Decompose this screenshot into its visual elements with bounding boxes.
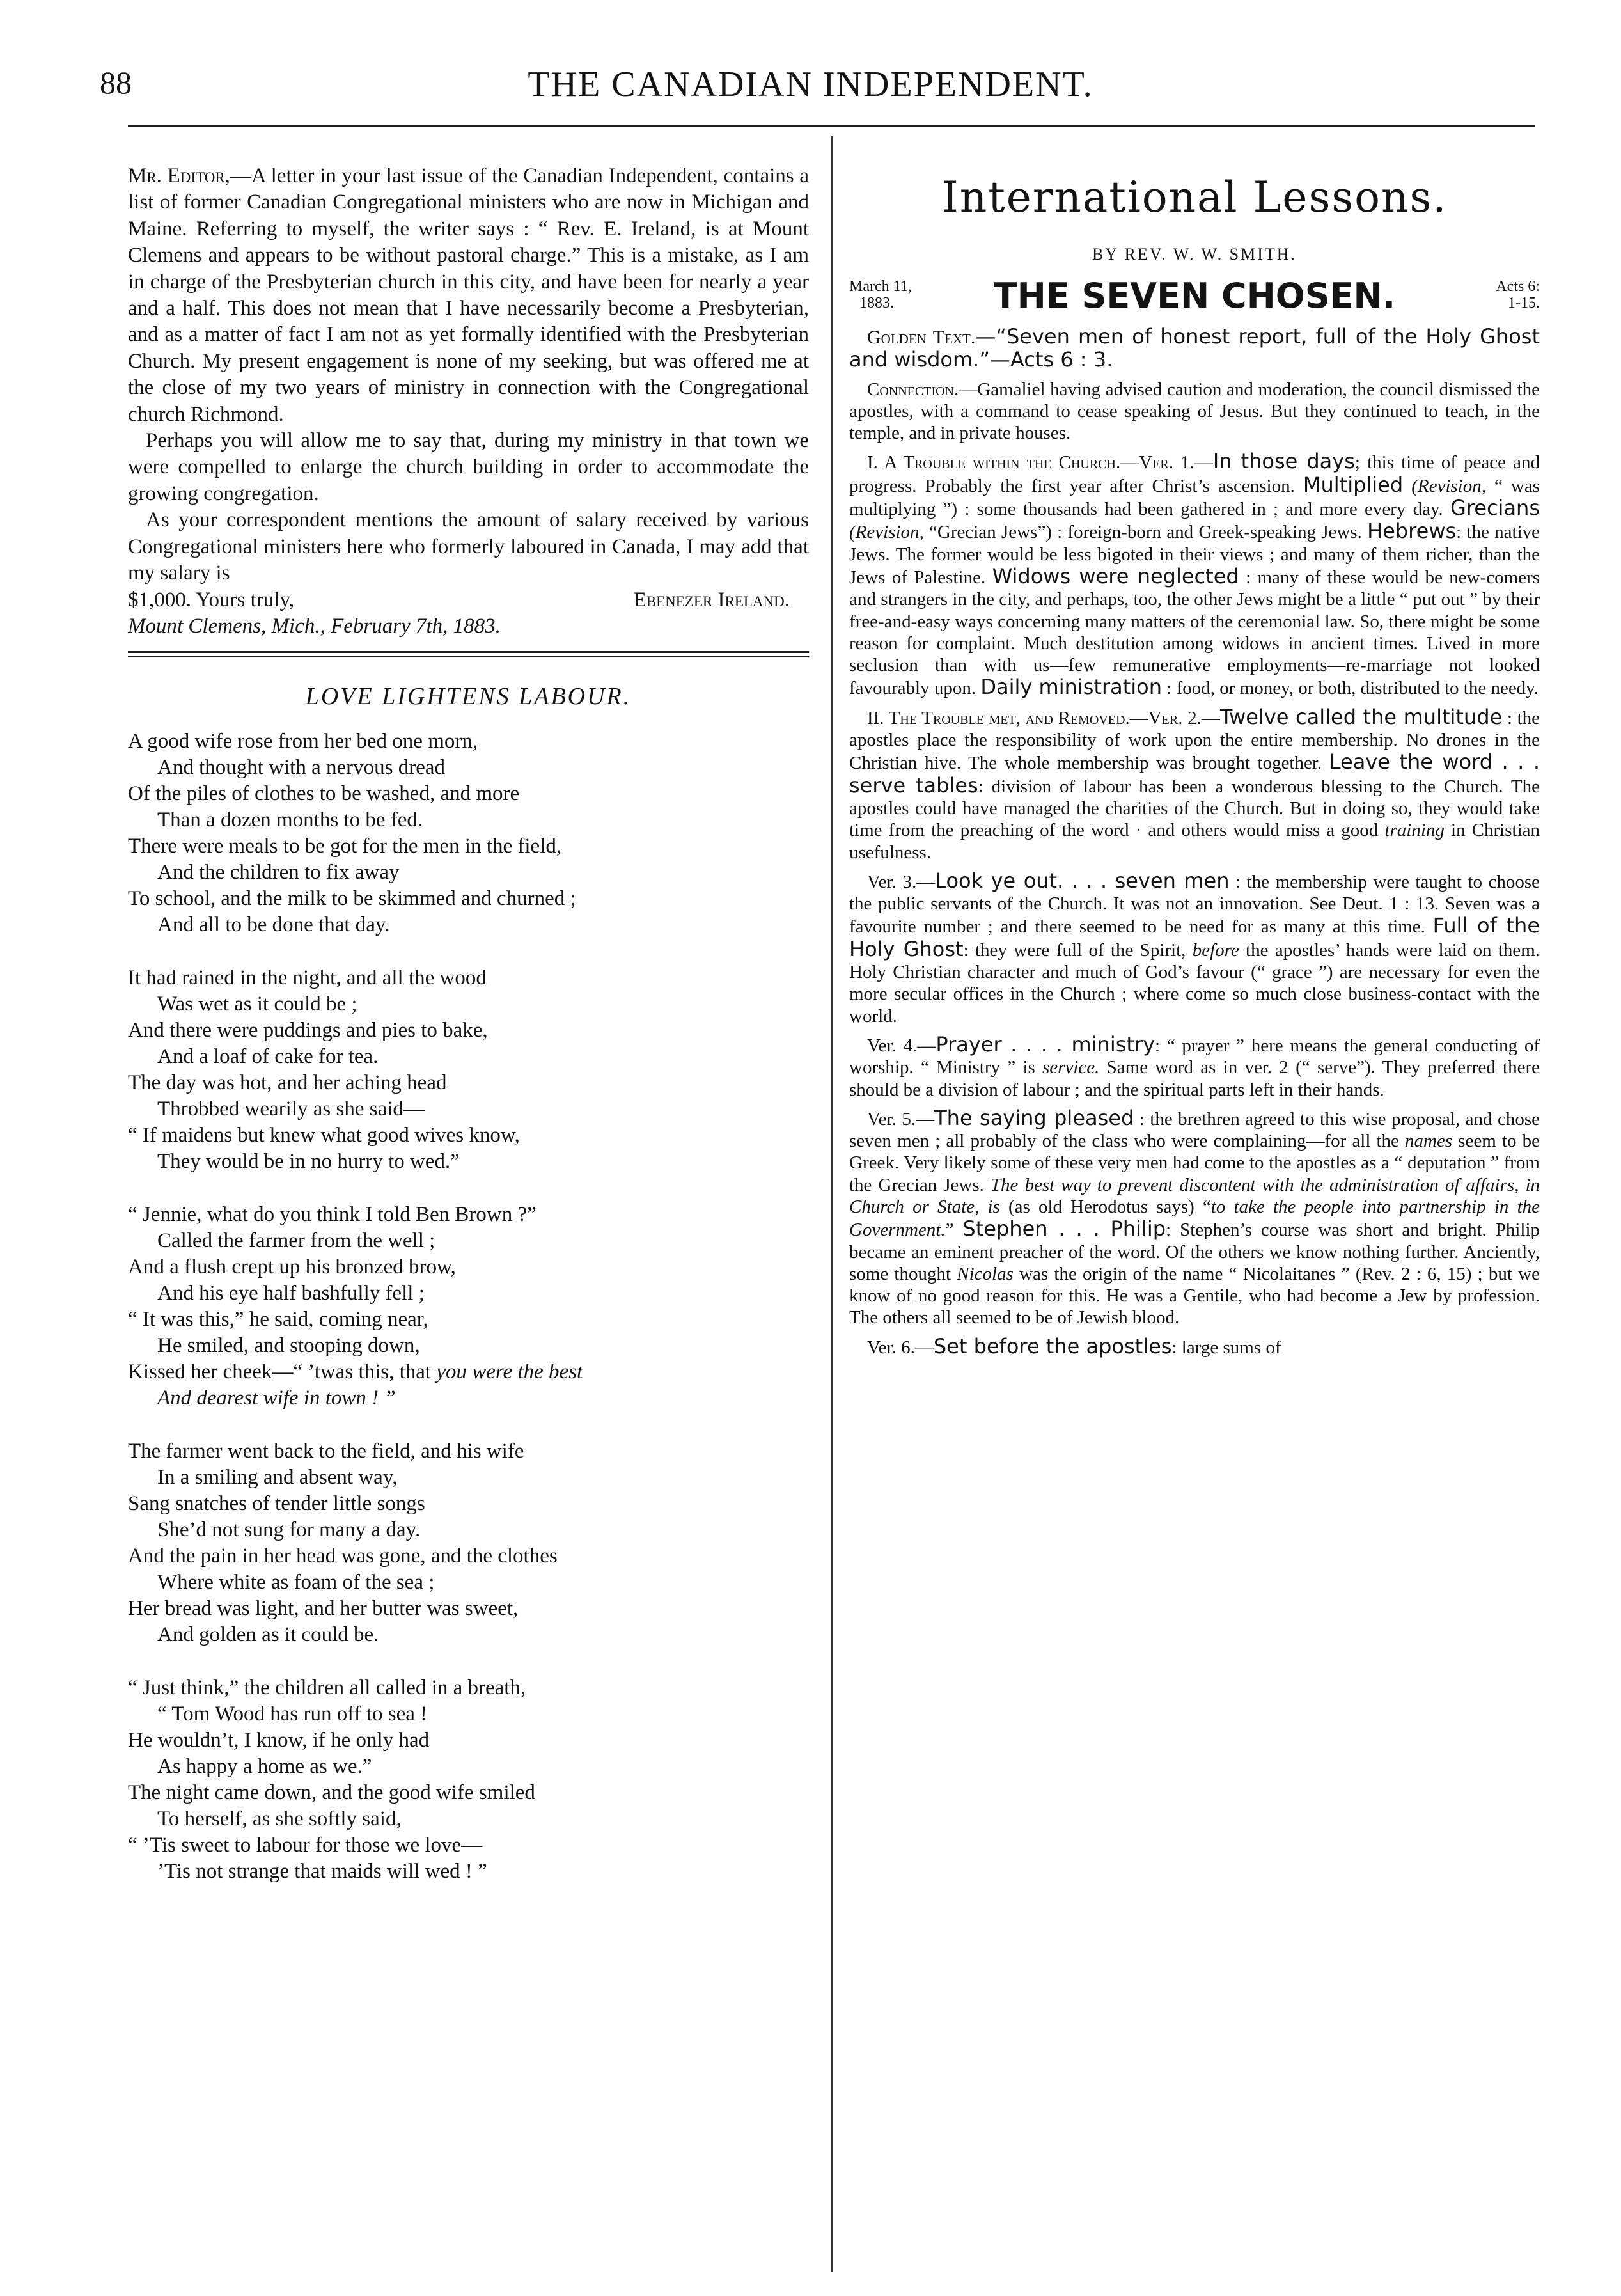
poem-line: To herself, as she softly said, [157,1807,402,1831]
poem-line: The night came down, and the good wife smiled [128,1781,535,1805]
part-label: I. A Trouble within the Church.—Ver. 1.— [867,452,1213,473]
poem-line: “ If maidens but knew what good wives know, [128,1124,520,1147]
text: service. [1042,1057,1100,1078]
letter-body-3: As your correspondent mentions the amount of salary received by various Congregational ministers here who formerly laboured in Canada, I may add that my salary is [128,508,809,585]
poem-line: “ Tom Wood has run off to sea ! [157,1702,428,1726]
golden-text-body: —“Seven men of honest report, full of the Holy Ghost and wisdom.”—Acts 6 : 3. [849,324,1540,372]
lesson-part-1 [849,450,1540,699]
poem-line: Called the farmer from the well ; [157,1229,435,1253]
text: Same word as in ver. 2 (“ serve”). They preferred there should be a division of labour ; and the spiritual parts left in their hands. [849,1057,1540,1100]
text: the apostles’ hands were laid on them. Holy Christian character and much of God’s favour (“ grace ”) are necessary for even the more secular offices in the Church ; where come so much close business-contact with the world. [849,940,1540,1026]
text: “Grecian Jews”) : foreign-born and Greek-speaking Jews. [929,522,1362,543]
lesson-part-2 [849,706,1540,863]
header-rule [128,125,1535,127]
poem-line: And dearest wife in town ! ” [157,1387,396,1410]
poem-line: And the pain in her head was gone, and the clothes [128,1545,558,1568]
text: The best way to prevent discontent with the administration of affairs, in Church or State, is [849,1174,1540,1217]
verse-4 [849,1034,1540,1101]
text: (as old Herodotus says) “ [1008,1196,1211,1217]
poem-line: She’d not sung for many a day. [157,1518,421,1542]
poem-line: He wouldn’t, I know, if he only had [128,1729,430,1752]
poem-line: Of the piles of clothes to be washed, and more [128,782,520,806]
lesson-heading [849,276,1540,326]
text: ; this time of peace and progress. Probably the first year after Christ’s ascension. [849,452,1540,496]
lesson-ref-line: Acts 6: [1496,278,1540,295]
signature: Ebenezer Ireland. [633,588,790,611]
text: : they were full of the Spirit, [963,940,1186,961]
letter-paragraph-3 [128,507,809,586]
poem-line: As happy a home as we.” [157,1755,372,1779]
keyword: Daily ministration [980,675,1163,700]
lesson-date-line: March 11, [849,278,912,295]
text: : Stephen’s course was short and bright. Philip became an eminent preacher of the word. Of the others we know nothing further. Anciently, some thought [849,1220,1540,1284]
keyword: Full of the Holy Ghost [849,913,1540,961]
verse-label: Ver. 4.— [867,1035,936,1056]
text: (Revision, [1411,475,1486,496]
byline: BY REV. W. W. SMITH. [1092,245,1297,263]
letter-to-editor [128,163,809,640]
poem-line: There were meals to be got for the men in the field, [128,835,562,858]
keyword: The saying pleased [934,1105,1134,1130]
keyword: Twelve called the multitude [1219,704,1503,729]
poem-line: Was wet as it could be ; [157,993,357,1016]
left-column [128,163,809,1912]
golden-text-label: Golden Text. [867,327,976,348]
poem-line-italic: you were the best [436,1360,583,1384]
text: training [1384,820,1445,841]
text: in Christian usefulness. [849,820,1540,863]
keyword: Prayer . . . . ministry [936,1032,1155,1057]
lesson-title: THE SEVEN CHOSEN. [993,276,1396,316]
text: Nicolas [957,1263,1014,1284]
poem-line: “ It was this,” he said, coming near, [128,1308,428,1332]
lesson-ref-line: 1-15. [1508,295,1540,311]
text: to take the people into partnership in the Government. [849,1196,1540,1241]
text: : many of these would be new-comers and strangers in the city, and perhaps, too, the other Jews might be a little “ put out ” by their free-and-easy ways concerning many matters of the ceremonial law. So, there might be some reason for complaint. Much destitution among widows in ancient times. Lived in more seclusion than with us—few remunerative employments—re-marriage not looked favourably upon. [849,567,1540,699]
poem-line-text: Kissed her cheek—“ ’twas this, that [128,1360,432,1384]
poem-line: And golden as it could be. [157,1623,379,1647]
text: : the brethren agreed to this wise proposal, and chose seven men ; all probably of the class who were complaining—for all the [849,1108,1540,1152]
connection-label: Connection. [867,379,959,400]
poem-line: The day was hot, and her aching head [128,1071,447,1095]
text: : the membership were taught to choose the public servants of the Church. It was not an innovation. See Deut. 1 : 13. Seven was a favourite number ; and there seemed to be need for as many at this time. [849,871,1540,938]
text: : the apostles place the responsibility of work upon the entire membership. No drones in the Christian hive. The whole membership was brought together. [849,707,1540,774]
poem-line: Throbbed wearily as she said— [157,1097,425,1121]
poem-title: LOVE LIGHTENS LABOUR. [305,683,632,711]
poem-line: And his eye half bashfully fell ; [157,1282,425,1305]
text: seem to be Greek. Very likely some of these very men had come to the apostles as a “ deputation ” from the Grecian Jews. [849,1131,1540,1195]
letter-paragraph-2 [128,428,809,507]
golden-text [849,326,1540,372]
poem-line: And all to be done that day. [157,913,390,937]
page-number: 88 [100,65,132,100]
poem-line [128,1359,809,1385]
letter-paragraph-1 [128,163,809,428]
poem-line: To school, and the milk to be skimmed and churned ; [128,887,576,911]
lesson-reference [1496,278,1540,311]
poem-line: “ ’Tis sweet to labour for those we love— [128,1834,483,1857]
keyword: Look ye out. . . . seven men [935,868,1230,893]
keyword: In those days [1212,449,1355,474]
verse-label: Ver. 3.— [867,871,936,892]
poem-line: “ Jennie, what do you think I told Ben Brown ?” [128,1203,536,1227]
poem-line: And a loaf of cake for tea. [157,1045,379,1069]
poem-line: Than a dozen months to be fed. [157,808,423,832]
connection-body: —Gamaliel having advised caution and moderation, the council dismissed the apostles, with a command to cease speaking of Jesus. But they continued to teach, in the temple, and in private houses. [849,379,1540,444]
keyword: Grecians [1450,496,1540,521]
text: names [1405,1131,1453,1152]
connection-paragraph [849,379,1540,444]
letter-body-1: —A letter in your last issue of the Canadian Independent, contains a list of former Canadian Congregational ministers who are now in Michigan and Maine. Referring to myself, the writer says : “ Rev. E. Ireland, is at Mount Clemens and appears to be without pastoral charge.” This is a mistake, as I am in charge of the Presbyterian church in this city, and have been for nearly a year and a half. This does not mean that I have necessarily become a Presbyterian, and as a matter of fact I am not as yet formally identified with the Presbyterian Church. My present engagement is none of my seeking, but was offered me at the close of my two years of ministry in connection with the Congregational church Richmond. [128,164,809,426]
poem-stanza [128,1438,809,1648]
text: : division of labour has been a wonderous blessing to the Church. The apostles could have managed the charities of the Church. But in doing so, they would take time from the preaching of the word · and others would miss a good [849,776,1540,841]
text: before [1192,940,1239,961]
letter-salutation: Mr. Editor, [128,164,230,187]
poem-line: The farmer went back to the field, and his wife [128,1440,524,1463]
part-label: II. The Trouble met, and Removed.—Ver. 2.— [867,707,1220,728]
page-header [0,64,1621,122]
keyword: Stephen . . . Philip [962,1216,1166,1241]
poem-line: And the children to fix away [157,861,400,885]
keyword: Widows were neglected [992,563,1239,588]
verse-label: Ver. 6.— [867,1337,934,1358]
poem-line: Her bread was light, and her butter was sweet, [128,1597,519,1621]
poem-stanza [128,728,809,938]
poem-line: And a flush crept up his bronzed brow, [128,1255,456,1279]
verse-3 [849,870,1540,1027]
running-title: THE CANADIAN INDEPENDENT. [528,65,1093,104]
text: : large sums of [1171,1337,1281,1358]
poem-line: ’Tis not strange that maids will wed ! ” [157,1860,487,1883]
poem-stanza [128,1202,809,1411]
poem-line: He smiled, and stooping down, [157,1334,420,1358]
poem-stanza [128,965,809,1175]
poem-line: “ Just think,” the children all called in a breath, [128,1676,526,1700]
poem-line: In a smiling and absent way, [157,1466,398,1490]
text: “ was multiplying ”) : some thousands had been gathered in ; and more every day. [849,475,1540,520]
letter-body-2: Perhaps you will allow me to say that, during my ministry in that town we were compelled to enlarge the church building in order to accommodate the growing congregation. [128,429,809,505]
poem-line: They would be in no hurry to wed.” [157,1150,460,1174]
salary-line: $1,000. Yours truly, [128,588,295,611]
place-date: Mount Clemens, Mich., February 7th, 1883. [128,614,501,638]
verse-6 [849,1335,1540,1358]
section-divider [128,651,809,657]
text: : “ prayer ” here means the general conducting of worship. “ Ministry ” is [849,1035,1540,1078]
poem-line: A good wife rose from her bed one morn, [128,730,478,753]
poem-line: And thought with a nervous dread [157,756,445,780]
keyword: Hebrews [1367,519,1457,544]
poem-stanza [128,1675,809,1885]
poem-line: Where white as foam of the sea ; [157,1571,435,1594]
verse-label: Ver. 5.— [867,1108,935,1129]
text: : food, or money, or both, distributed to the needy. [1166,678,1539,699]
poem-line: And there were puddings and pies to bake, [128,1019,488,1042]
column-divider [831,136,833,2272]
text: ” [945,1220,954,1241]
keyword: Multiplied [1303,472,1404,497]
text: (Revision, [849,522,924,543]
text: was the origin of the name “ Nicolaitanes ” (Rev. 2 : 6, 15) ; but we know of no good reason for this. He was a Gentile, who had become a Jew by profession. The others all seemed to be of Jewish blood. [849,1263,1540,1328]
signature-row [128,587,809,613]
text: : the native Jews. The former would be less bigoted in their views ; and many of them richer, than the Jews of Palestine. [849,522,1540,588]
poem-line: It had rained in the night, and all the wood [128,966,487,990]
poem-line: Sang snatches of tender little songs [128,1492,425,1516]
lesson-date-line: 1883. [859,295,894,311]
keyword: Set before the apostles [933,1333,1172,1358]
keyword: Leave the word . . . serve tables [849,750,1540,798]
section-heading: International Lessons. [941,173,1448,222]
verse-5 [849,1107,1540,1329]
right-column [849,173,1540,1365]
